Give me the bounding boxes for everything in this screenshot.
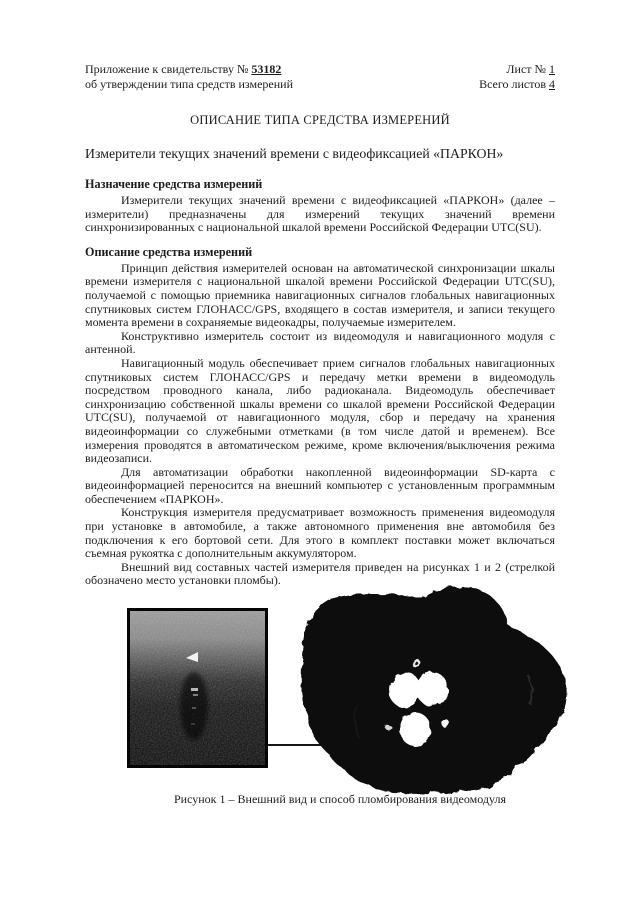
video-module-front-photo [298, 585, 570, 797]
small-port-right [442, 720, 450, 728]
page-title: ОПИСАНИЕ ТИПА СРЕДСТВА ИЗМЕРЕНИЙ [190, 113, 450, 127]
sheet-line [479, 62, 555, 77]
section-description-body [85, 262, 555, 588]
certificate-number: 53182 [251, 62, 282, 76]
header-sheet-info [479, 62, 555, 92]
sheet-number: 1 [549, 62, 555, 76]
total-sheets-line [479, 77, 555, 92]
paragraph: Измерители текущих значений времени с видеофиксацией «ПАРКОН» (далее – измерители) предназначены для измерений текущих значений времени синхронизированных с национальной шкалой времени Российской Федерации UTC(SU). [85, 193, 555, 235]
appendix-line1-text: Приложение к свидетельству № [85, 62, 252, 76]
lens-opening-right [417, 672, 448, 707]
figure-caption: Рисунок 1 – Внешний вид и способ пломбирования видеомодуля [174, 792, 506, 806]
figure-1 [85, 585, 585, 820]
seal-photo-image [130, 611, 265, 765]
lens-opening-bottom [400, 712, 430, 747]
paragraph: Навигационный модуль обеспечивает прием сигналов глобальных навигационных спутниковых систем ГЛОНАСС/GPS и передачу метки времени в видеомодуль посредством проводного канала, либо радиоканала. Видеомодуль обеспечивает синхронизацию собственной шкалы времени со шкалой времени Российской Федерации UTC(SU), получаемой от навигационного модуля, сбор и передачу на хранения видеоинформации со служебными отметками (в том числе датой и временем). Все измерения проводятся в автоматическом режиме, кроме включения/выключения режима видеозаписи. [85, 355, 555, 466]
instrument-name-subtitle: Измерители текущих значений времени с видеофиксацией «ПАРКОН» [85, 146, 504, 161]
seal-shadow [180, 672, 208, 740]
video-module-image [298, 585, 570, 797]
total-sheets-label: Всего листов [479, 77, 549, 91]
page-content [85, 62, 555, 588]
appendix-line2: об утверждении типа средств измерений [85, 77, 294, 91]
total-sheets-number: 4 [549, 77, 555, 91]
seal-highlight [191, 688, 198, 691]
header-appendix [85, 62, 293, 92]
section-purpose-body [85, 194, 555, 235]
paragraph: Конструктивно измеритель состоит из видеомодуля и навигационного модуля с антенной. [85, 328, 555, 357]
paragraph: Принцип действия измерителей основан на автоматической синхронизации шкалы времени измерителя с национальной шкалой времени Российской Федерации UTC(SU), получаемой с помощью приемника навигационных сигналов глобальных навигационных спутниковых систем ГЛОНАСС/GPS, входящего в состав измерителя, и записи текущего момента времени в сохраняемые видеокадры, получаемые измерителем. [85, 260, 555, 330]
paragraph: Конструкция измерителя предусматривает возможность применения видеомодуля при установке в автомобиле, а также автономного применения вне автомобиля без подключения к его бортовой сети. Для этого в комплект поставки может включаться съемная рукоятка с дополнительным аккумулятором. [85, 505, 555, 561]
section-heading-description: Описание средства измерений [85, 244, 253, 259]
sheet-label: Лист № [506, 62, 549, 76]
seal-location-closeup-photo [127, 608, 268, 768]
appendix-line1 [85, 62, 293, 77]
section-heading-purpose: Назначение средства измерений [85, 177, 263, 191]
lens-opening-left [389, 672, 421, 708]
paragraph: Внешний вид составных частей измерителя приведен на рисунках 1 и 2 (стрелкой обозначено место установки пломбы). [85, 559, 555, 588]
small-port-left [385, 724, 391, 730]
paragraph: Для автоматизации обработки накопленной видеоинформации SD-карта с видеоинформацией переносится на внешний компьютер с установленным программным обеспечением «ПАРКОН». [85, 464, 555, 506]
page-header [85, 62, 555, 92]
